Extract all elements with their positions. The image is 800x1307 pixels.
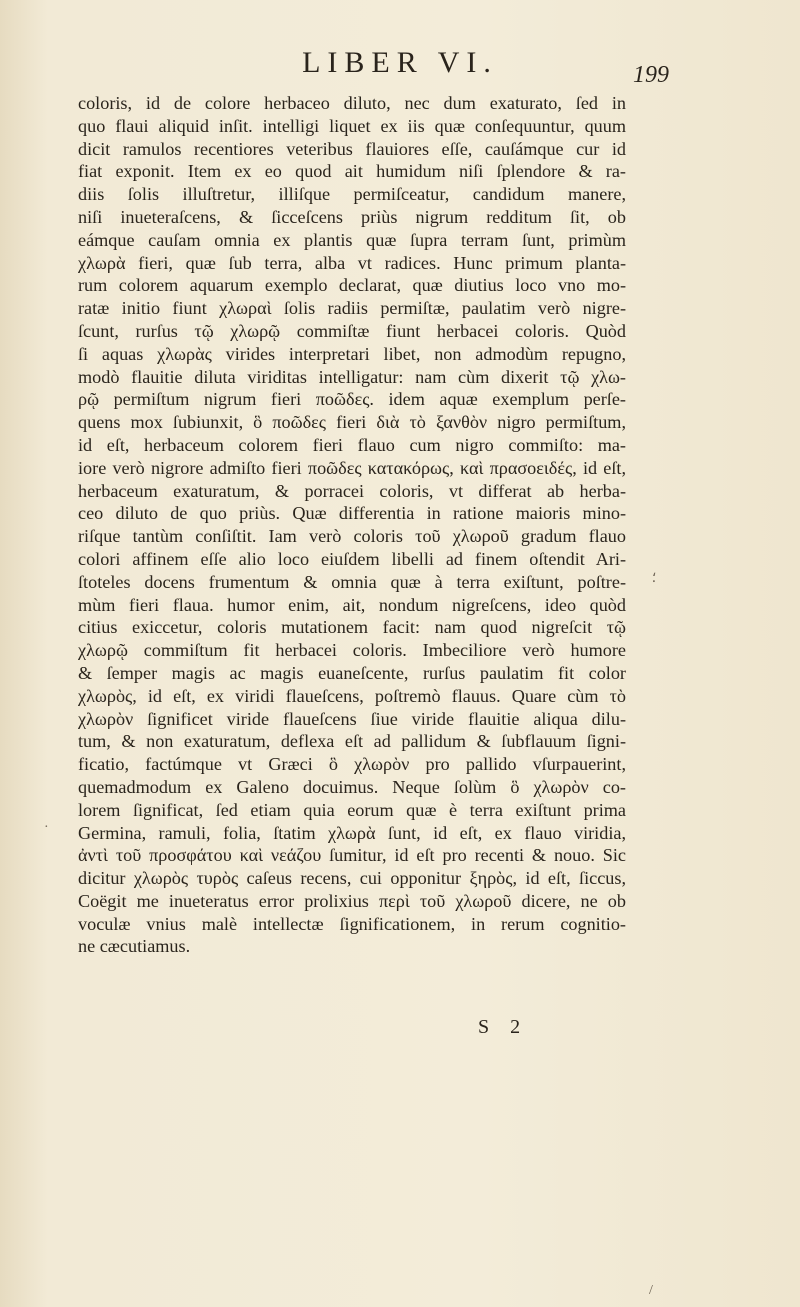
text-line: Coëgit me inueteratus error prolixius περὶ τοῦ χλωροῦ dicere, ne ob bbox=[78, 890, 626, 911]
body-text bbox=[78, 92, 626, 958]
text-line: citius exiccetur, coloris mutationem facit: nam quod nigreſcit τῷ bbox=[78, 617, 626, 638]
text-line: tum, & non exaturatum, deflexa eſt ad pallidum & ſubflauum ſigni- bbox=[78, 731, 626, 752]
page-number: 199 bbox=[633, 62, 669, 88]
text-line: niſi inueteraſcens, & ſicceſcens priùs nigrum redditum ſit, ob bbox=[78, 206, 626, 227]
text-line: mùm fieri flaua. humor enim, ait, nondum nigreſcens, ideo quòd bbox=[78, 594, 626, 615]
text-line: ratæ initio fiunt χλωραὶ ſolis radiis permiſtæ, paulatim verò nigre- bbox=[78, 298, 626, 319]
text-line: diis ſolis illuſtretur, illiſque permiſceatur, candidum manere, bbox=[78, 184, 626, 205]
text-line: dicit ramulos recentiores veteribus flauiores eſſe, cauſámque cur id bbox=[78, 138, 626, 159]
text-line: ἀντὶ τοῦ προσφάτου καὶ νεάζου ſumitur, id eſt pro recenti & nouo. Sic bbox=[78, 845, 626, 866]
text-line: ſcunt, rurſus τῷ χλωρῷ commiſtæ fiunt herbacei coloris. Quòd bbox=[78, 320, 626, 341]
text-line: dicitur χλωρὸς τυρὸς caſeus recens, cui opponitur ξηρὸς, id eſt, ſiccus, bbox=[78, 868, 626, 889]
text-line: quo flaui aliquid inſit. intelligi liquet ex iis quæ conſequuntur, quum bbox=[78, 115, 626, 136]
running-title: LIBER VI. bbox=[302, 46, 498, 79]
text-line: rum colorem aquarum exemplo declarat, quæ diutius loco vno mo- bbox=[78, 275, 626, 296]
text-line: ne cæcutiamus. bbox=[78, 936, 191, 957]
text-line: ρῷ permiſtum nigrum fieri ποῶδες. idem aquæ exemplum perſe- bbox=[78, 389, 626, 410]
text-line: iore verò nigrore admiſto fieri ποῶδες κατακόρως, καὶ πρασοειδές, id eſt, bbox=[78, 457, 626, 478]
text-line: χλωρῷ commiſtum fit herbacei coloris. Imbeciliore verò humore bbox=[78, 640, 626, 661]
text-line: quens mox ſubiunxit, ὃ ποῶδες fieri διὰ τὸ ξανθὸν nigro permiſtum, bbox=[78, 412, 626, 433]
text-line: ficatio, factúmque vt Græci ὃ χλωρὸν pro pallido vſurpauerint, bbox=[78, 754, 626, 775]
text-line: ſtoteles docens frumentum & omnia quæ à terra exiſtunt, poſtre- bbox=[78, 571, 626, 592]
text-line: lorem ſignificat, ſed etiam quia eorum quæ è terra exiſtunt prima bbox=[78, 799, 626, 820]
text-line: & ſemper magis ac magis euaneſcente, rurſus paulatim fit color bbox=[78, 662, 626, 683]
text-line: fiat exponit. Item ex eo quod ait humidum niſi ſplendore & ra- bbox=[78, 161, 626, 182]
text-line: χλωρὰ fieri, quæ ſub terra, alba vt radices. Hunc primum planta- bbox=[78, 252, 626, 273]
text-line: ſi aquas χλωρὰς virides interpretari libet, non admodùm repugno, bbox=[78, 343, 626, 364]
margin-mark: ⸵ bbox=[652, 571, 656, 586]
text-line: riſque tantùm conſiſtit. Iam verò coloris τοῦ χλωροῦ gradum flauo bbox=[78, 526, 626, 547]
text-line: Germina, ramuli, folia, ſtatim χλωρὰ ſunt, id eſt, ex flauo viridia, bbox=[78, 822, 626, 843]
text-line: colori affinem eſſe alio loco eiuſdem libelli ad finem oſtendit Ari- bbox=[78, 548, 626, 569]
text-line: quemadmodum ex Galeno docuimus. Neque ſolùm ὃ χλωρὸν co- bbox=[78, 776, 626, 797]
text-line: coloris, id de colore herbaceo diluto, nec dum exaturato, ſed in bbox=[78, 93, 626, 113]
text-line: ceo diluto de quo priùs. Quæ differentia in ratione maioris mino- bbox=[78, 503, 626, 524]
text-line: eámque cauſam omnia ex plantis quæ ſupra terram ſunt, primùm bbox=[78, 229, 626, 250]
signature-mark: S 2 bbox=[478, 1016, 529, 1038]
text-line: modò flauitie diluta viriditas intelligatur: nam cùm dixerit τῷ χλω- bbox=[78, 366, 626, 387]
text-line: χλωρὸς, id eſt, ex viridi flaueſcens, poſtremò flauus. Quare cùm τὸ bbox=[78, 685, 626, 706]
text-line: id eſt, herbaceum colorem fieri flauo cum nigro commiſto: ma- bbox=[78, 434, 626, 455]
text-line: voculæ vnius malè intellectæ ſignificationem, in rerum cognitio- bbox=[78, 913, 626, 934]
text-line: χλωρὸν ſignificet viride flaueſcens ſiue viride flauitie aliqua dilu- bbox=[78, 708, 626, 729]
text-line: herbaceum exaturatum, & porracei coloris, vt differat ab herba- bbox=[78, 480, 626, 501]
margin-mark: / bbox=[649, 1283, 653, 1298]
margin-mark: · bbox=[44, 820, 49, 835]
